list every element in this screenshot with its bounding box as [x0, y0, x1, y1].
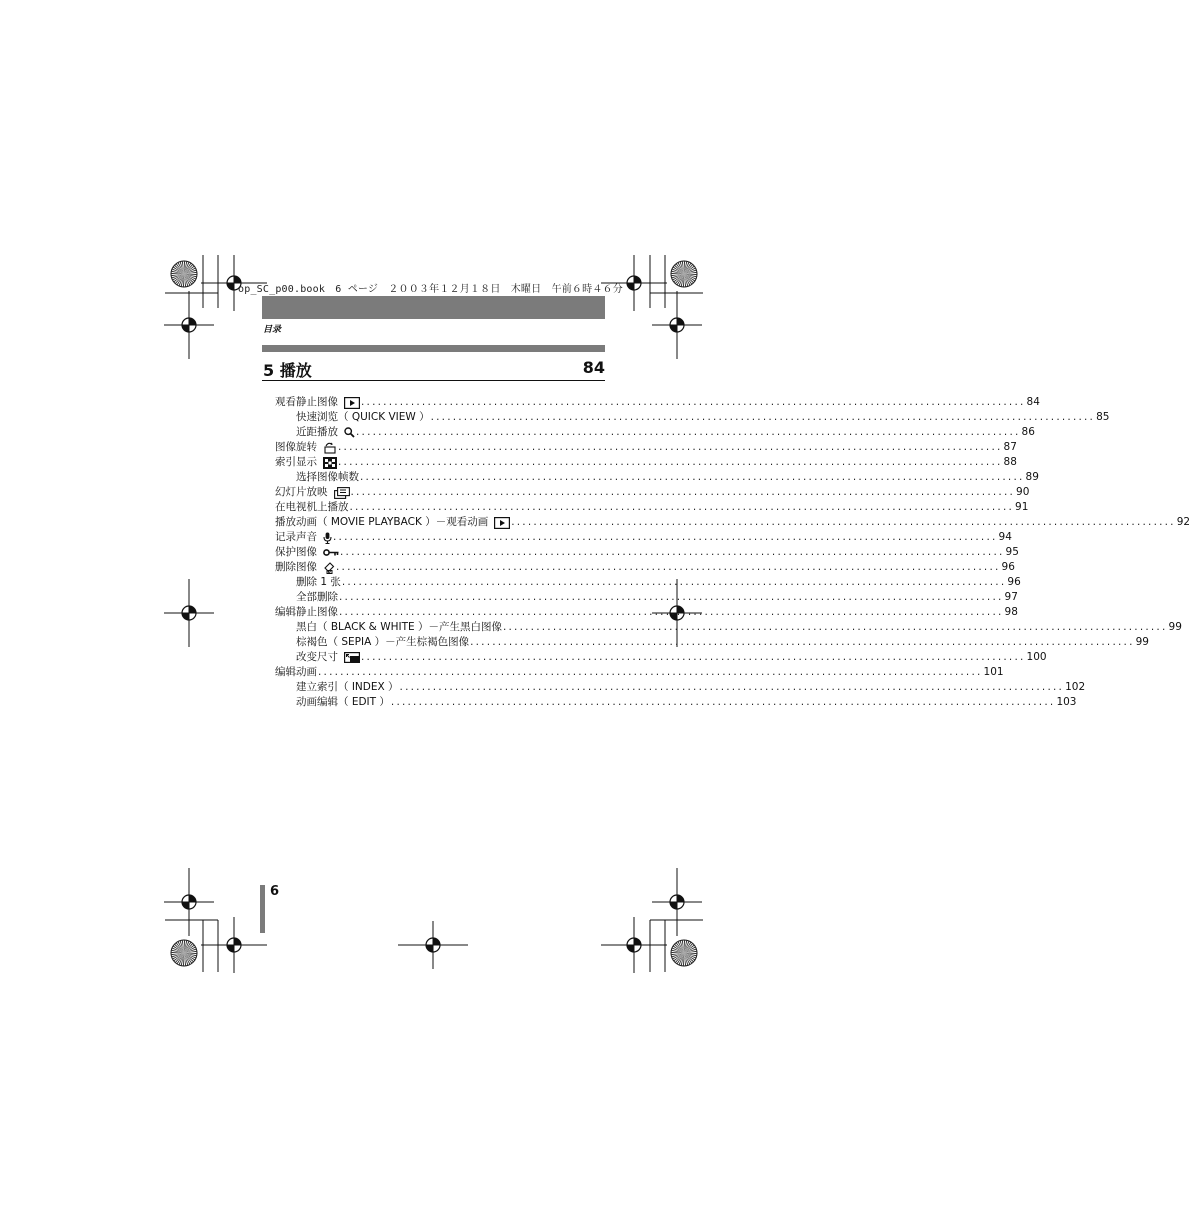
toc-entry-page: 96	[1001, 561, 1015, 573]
toc-entry-page: 90	[1016, 486, 1030, 498]
toc-entry-title: 播放动画（ MOVIE PLAYBACK ）－观看动画	[275, 516, 489, 528]
erase-icon	[323, 562, 335, 574]
toc-row	[275, 440, 1017, 455]
toc-entry-title: 索引显示	[275, 456, 317, 468]
toc-leader-dots: ........................................................................................................................	[502, 621, 1168, 633]
toc-leader-dots: ........................................................................................................................	[338, 441, 1003, 453]
toc-entry-page: 84	[1026, 396, 1040, 408]
toc-leader-dots: ........................................................................................................................	[350, 486, 1016, 498]
toc-entry-page: 92	[1176, 516, 1190, 528]
toc-row	[275, 575, 1021, 590]
play-icon	[494, 517, 510, 529]
toc-entry-page: 103	[1056, 696, 1077, 708]
toc-entry-page: 89	[1025, 471, 1039, 483]
toc-entry-page: 102	[1065, 681, 1086, 693]
toc-row	[275, 680, 1086, 695]
crosshair-mark	[670, 902, 677, 909]
toc-entry-title: 改变尺寸	[296, 651, 338, 663]
toc-entry-title: 图像旋转	[275, 441, 317, 453]
crosshair-mark	[670, 325, 677, 332]
toc-leader-dots: ........................................................................................................................	[360, 471, 1025, 483]
toc-entry-page: 87	[1003, 441, 1017, 453]
crosshair-mark	[227, 945, 234, 952]
toc-entry-page: 88	[1003, 456, 1017, 468]
toc-entry-page: 86	[1021, 426, 1035, 438]
toc-leader-dots: ........................................................................................................................	[333, 531, 998, 543]
key-icon	[323, 548, 339, 557]
toc-row	[275, 515, 1190, 530]
toc-entry-title: 删除图像	[275, 561, 317, 573]
toc-row	[275, 665, 1004, 680]
toc-leader-dots: ........................................................................................................................	[399, 681, 1065, 693]
rotate-icon	[323, 442, 337, 454]
page-number: 6	[270, 884, 280, 899]
toc-entry-page: 85	[1096, 411, 1110, 423]
toc-leader-dots: ........................................................................................................................	[361, 651, 1026, 663]
toc-leader-dots: ........................................................................................................................	[318, 666, 983, 678]
page-number-bar	[260, 885, 265, 933]
toc-entry-title: 观看静止图像	[275, 396, 338, 408]
toc-entry-title: 记录声音	[275, 531, 317, 543]
toc-entry-title: 保护图像	[275, 546, 317, 558]
toc-row	[275, 650, 1047, 665]
toc-entry-title: 棕褐色（ SEPIA ）－产生棕褐色图像	[296, 636, 470, 648]
crosshair-mark	[234, 938, 241, 945]
toc-entry-title: 删除 1 张	[296, 576, 341, 588]
header-bar	[262, 296, 605, 319]
crosshair-mark	[627, 283, 634, 290]
toc-entry-page: 99	[1168, 621, 1182, 633]
toc-leader-dots: ........................................................................................................................	[339, 591, 1004, 603]
toc-row	[275, 530, 1012, 545]
crosshair-mark	[182, 902, 189, 909]
toc-row	[275, 635, 1149, 650]
crosshair-mark	[634, 276, 641, 283]
toc-leader-dots: ........................................................................................................................	[390, 696, 1056, 708]
toc-row	[275, 500, 1029, 515]
toc-leader-dots: ........................................................................................................................	[340, 546, 1005, 558]
chapter-title: 5 播放	[263, 361, 312, 380]
toc-row	[275, 590, 1018, 605]
toc-entry-page: 100	[1026, 651, 1047, 663]
toc-entry-title: 编辑动画	[275, 666, 317, 678]
toc-leader-dots: ........................................................................................................................	[430, 411, 1096, 423]
toc-row	[275, 410, 1110, 425]
toc-row	[275, 485, 1030, 500]
toc-entry-title: 动画编辑（ EDIT ）	[296, 696, 390, 708]
resize-icon	[344, 652, 360, 663]
file-header: op_SC_p00.book 6 ページ ２００３年１２月１８日 木曜日 午前６時４６分	[238, 284, 623, 295]
toc-entry-title: 编辑静止图像	[275, 606, 338, 618]
toc-leader-dots: ........................................................................................................................	[336, 561, 1001, 573]
toc-entry-title: 快速浏览（ QUICK VIEW ）	[296, 411, 430, 423]
crosshair-mark	[189, 318, 196, 325]
toc-entry-page: 97	[1004, 591, 1018, 603]
toc-entry-page: 99	[1135, 636, 1149, 648]
toc-entry-page: 91	[1015, 501, 1029, 513]
microphone-icon	[323, 532, 332, 544]
crosshair-mark	[182, 325, 189, 332]
crosshair-mark	[433, 938, 440, 945]
crosshair-mark	[677, 318, 684, 325]
crosshair-mark	[677, 895, 684, 902]
crosshair-mark	[227, 283, 234, 290]
chapter-bar	[262, 345, 605, 352]
crosshair-mark	[189, 895, 196, 902]
toc-row	[275, 560, 1015, 575]
slideshow-icon	[334, 487, 350, 499]
toc-entry-title: 选择图像帧数	[296, 471, 359, 483]
toc-leader-dots: ........................................................................................................................	[339, 606, 1004, 618]
toc-row	[275, 605, 1018, 620]
toc-entry-page: 94	[998, 531, 1012, 543]
toc-entry-title: 黑白（ BLACK & WHITE ）－产生黑白图像	[296, 621, 502, 633]
toc-leader-dots: ........................................................................................................................	[470, 636, 1135, 648]
toc-leader-dots: ........................................................................................................................	[341, 576, 1007, 588]
toc-entry-title: 近距播放	[296, 426, 338, 438]
crosshair-mark	[426, 945, 433, 952]
toc-row	[275, 545, 1019, 560]
play-icon	[344, 397, 360, 409]
toc-leader-dots: ........................................................................................................................	[349, 501, 1015, 513]
chapter-page: 84	[582, 358, 605, 377]
index-grid-icon	[323, 457, 337, 469]
section-label: 目录	[263, 325, 282, 335]
toc-entry-page: 98	[1004, 606, 1018, 618]
toc-row	[275, 695, 1077, 710]
toc-row	[275, 395, 1040, 410]
magnifier-icon	[344, 427, 355, 438]
toc-leader-dots: ........................................................................................................................	[356, 426, 1021, 438]
crosshair-mark	[189, 606, 196, 613]
toc-leader-dots: ........................................................................................................................	[338, 456, 1003, 468]
toc-entry-title: 在电视机上播放	[275, 501, 349, 513]
table-of-contents	[275, 395, 1190, 710]
toc-row	[275, 470, 1039, 485]
toc-row	[275, 425, 1035, 440]
toc-entry-title: 建立索引（ INDEX ）	[296, 681, 399, 693]
toc-leader-dots: ........................................................................................................................	[511, 516, 1176, 528]
toc-entry-page: 101	[983, 666, 1004, 678]
toc-entry-page: 96	[1007, 576, 1021, 588]
crosshair-mark	[182, 613, 189, 620]
toc-row	[275, 620, 1182, 635]
toc-entry-page: 95	[1005, 546, 1019, 558]
toc-leader-dots: ........................................................................................................................	[361, 396, 1026, 408]
crosshair-mark	[634, 938, 641, 945]
toc-row	[275, 455, 1017, 470]
toc-entry-title: 全部删除	[296, 591, 338, 603]
crosshair-mark	[627, 945, 634, 952]
toc-entry-title: 幻灯片放映	[275, 486, 328, 498]
chapter-heading	[262, 358, 605, 381]
